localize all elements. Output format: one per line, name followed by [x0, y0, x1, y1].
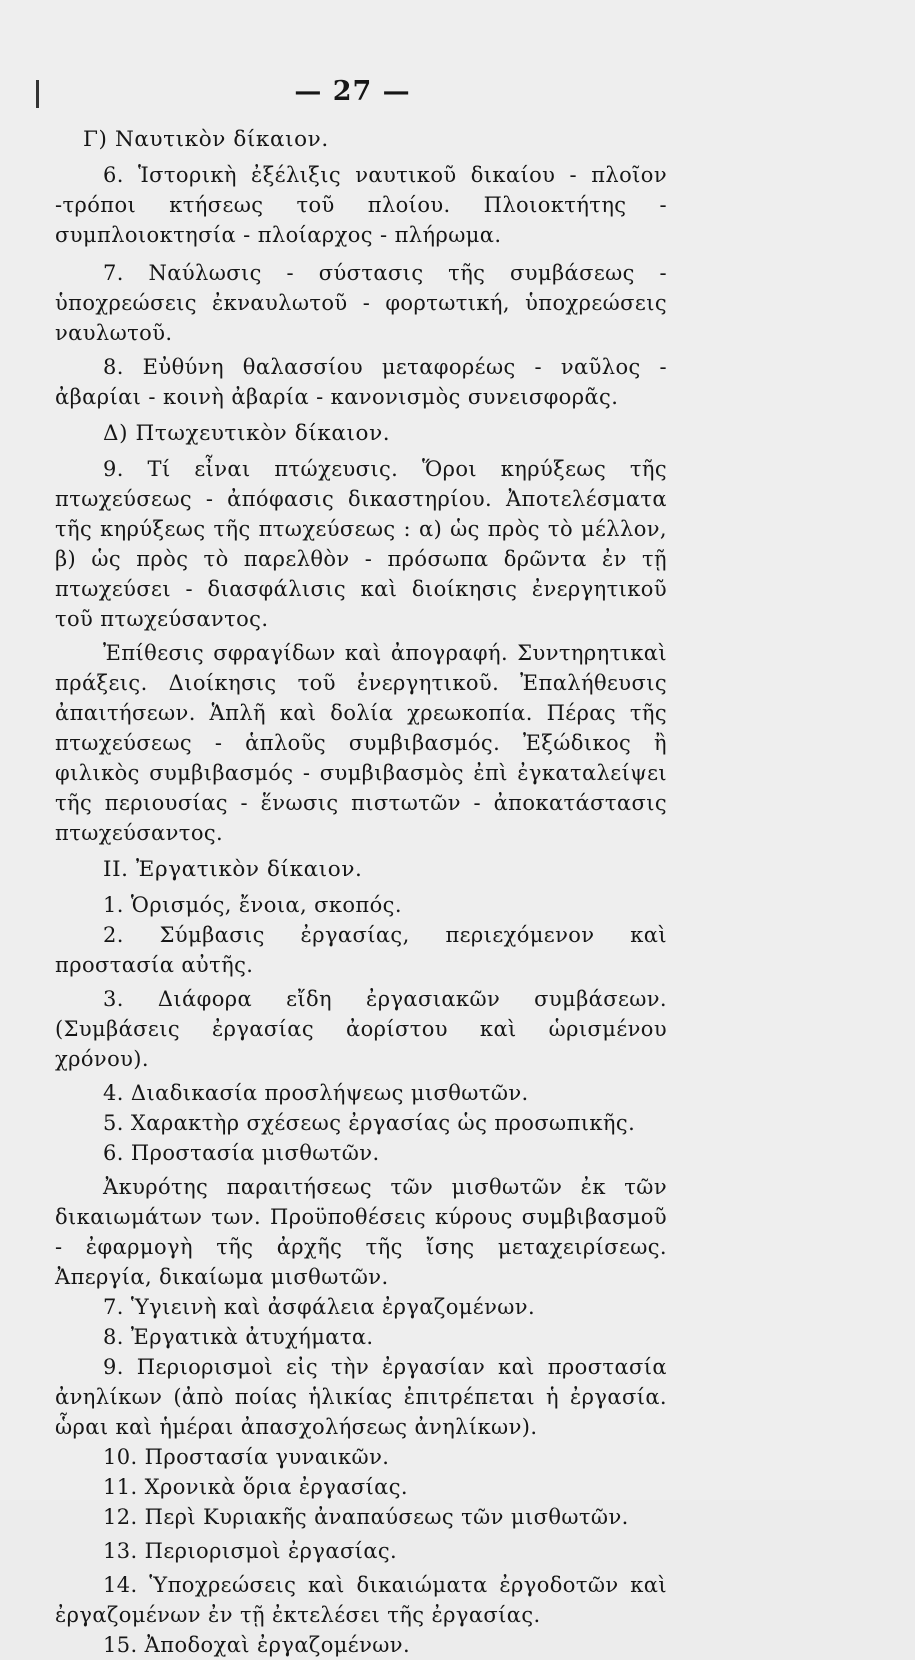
paragraph-labour-4: 4. Διαδικασία προσλήψεως μισθωτῶν. — [103, 1081, 529, 1105]
paragraph-bankruptcy-procedure: Ἐπίθεσις σφραγίδων καὶ ἀπογραφή. Συντηρητικαὶ πράξεις. Διοίκησις τοῦ ἐνεργητικοῦ. Ἐπαλήθευσις ἀπαιτήσεων. Ἁπλῆ καὶ δολία χρεωκοπία. Πέρας τῆς πτωχεύσεως - ἁπλοῦς συμβιβασμός. Ἐξώδικος ἢ φιλικὸς συμβιβασμός - συμβιβασμὸς ἐπὶ ἐγκαταλείψει τῆς περιουσίας - ἕνωσις πιστωτῶν - ἀποκατάστασις πτωχεύσαντος. — [55, 641, 667, 845]
paragraph-item-9: 9. Τί εἶναι πτώχευσις. Ὅροι κηρύξεως τῆς πτωχεύσεως - ἀπόφασις δικαστηρίου. Ἀποτελέσματα τῆς κηρύξεως τῆς πτωχεύσεως : α) ὡς πρὸς τὸ μέλλον, β) ὡς πρὸς τὸ παρελθὸν - πρόσωπα δρῶντα ἐν τῇ πτωχεύσει - διασφάλισις καὶ διοίκησις ἐνεργητικοῦ τοῦ πτωχεύσαντος. — [55, 457, 667, 631]
paragraph-labour-15: 15. Ἀποδοχαὶ ἐργαζομένων. — [103, 1633, 411, 1657]
section-heading-labour-law: ΙΙ. Ἐργατικὸν δίκαιον. — [103, 857, 363, 882]
paragraph-item-8: 8. Εὐθύνη θαλασσίου μεταφορέως - ναῦλος - ἀβαρίαι - κοινὴ ἀβαρία - κανονισμὸς συνεισφορᾶς. — [55, 355, 667, 409]
paragraph-labour-8: 8. Ἐργατικὰ ἀτυχήματα. — [103, 1325, 374, 1349]
paragraph-labour-11: 11. Χρονικὰ ὅρια ἐργασίας. — [103, 1475, 409, 1499]
page-number: — 27 — — [294, 76, 411, 107]
paragraph-labour-12: 12. Περὶ Κυριακῆς ἀναπαύσεως τῶν μισθωτῶν. — [103, 1505, 629, 1529]
page-body — [55, 124, 667, 1660]
paragraph-item-7: 7. Ναύλωσις - σύστασις τῆς συμβάσεως - ὑποχρεώσεις ἐκναυλωτοῦ - φορτωτική, ὑποχρεώσεις ναυλωτοῦ. — [55, 261, 667, 345]
paragraph-labour-waiver: Ἀκυρότης παραιτήσεως τῶν μισθωτῶν ἐκ τῶν δικαιωμάτων των. Προϋποθέσεις κύρους συμβιβασμοῦ - ἐφαρμογὴ τῆς ἀρχῆς τῆς ἴσης μεταχειρίσεως. Ἀπεργία, δικαίωμα μισθωτῶν. — [55, 1175, 667, 1289]
section-heading-maritime-law: Γ) Ναυτικὸν δίκαιον. — [83, 127, 329, 152]
paragraph-item-6: 6. Ἱστορικὴ ἐξέλιξις ναυτικοῦ δικαίου - πλοῖον -τρόποι κτήσεως τοῦ πλοίου. Πλοιοκτήτης - συμπλοιοκτησία - πλοίαρχος - πλήρωμα. — [55, 163, 667, 247]
paragraph-labour-1: 1. Ὁρισμός, ἔνοια, σκοπός. — [103, 893, 402, 917]
paragraph-labour-2: 2. Σύμβασις ἐργασίας, περιεχόμενον καὶ προστασία αὐτῆς. — [55, 923, 667, 977]
paragraph-labour-9: 9. Περιορισμοὶ εἰς τὴν ἐργασίαν καὶ προστασία ἀνηλίκων (ἀπὸ ποίας ἡλικίας ἐπιτρέπεται ἡ ἐργασία. ὧραι καὶ ἡμέραι ἀπασχολήσεως ἀνηλίκων). — [55, 1355, 667, 1439]
section-heading-bankruptcy-law: Δ) Πτωχευτικὸν δίκαιον. — [103, 421, 391, 446]
paragraph-labour-10: 10. Προστασία γυναικῶν. — [103, 1445, 390, 1469]
paragraph-labour-7: 7. Ὑγιεινὴ καὶ ἀσφάλεια ἐργαζομένων. — [103, 1295, 536, 1319]
paragraph-labour-3: 3. Διάφορα εἴδη ἐργασιακῶν συμβάσεων. (Συμβάσεις ἐργασίας ἀορίστου καὶ ὡρισμένου χρόνου). — [55, 987, 667, 1071]
paragraph-labour-5: 5. Χαρακτὴρ σχέσεως ἐργασίας ὡς προσωπικῆς. — [103, 1111, 636, 1135]
paragraph-labour-14: 14. Ὑποχρεώσεις καὶ δικαιώματα ἐργοδοτῶν καὶ ἐργαζομένων ἐν τῇ ἐκτελέσει τῆς ἐργασίας. — [55, 1573, 667, 1627]
paragraph-labour-6: 6. Προστασία μισθωτῶν. — [103, 1141, 380, 1165]
paragraph-labour-13: 13. Περιορισμοὶ ἐργασίας. — [103, 1539, 398, 1563]
